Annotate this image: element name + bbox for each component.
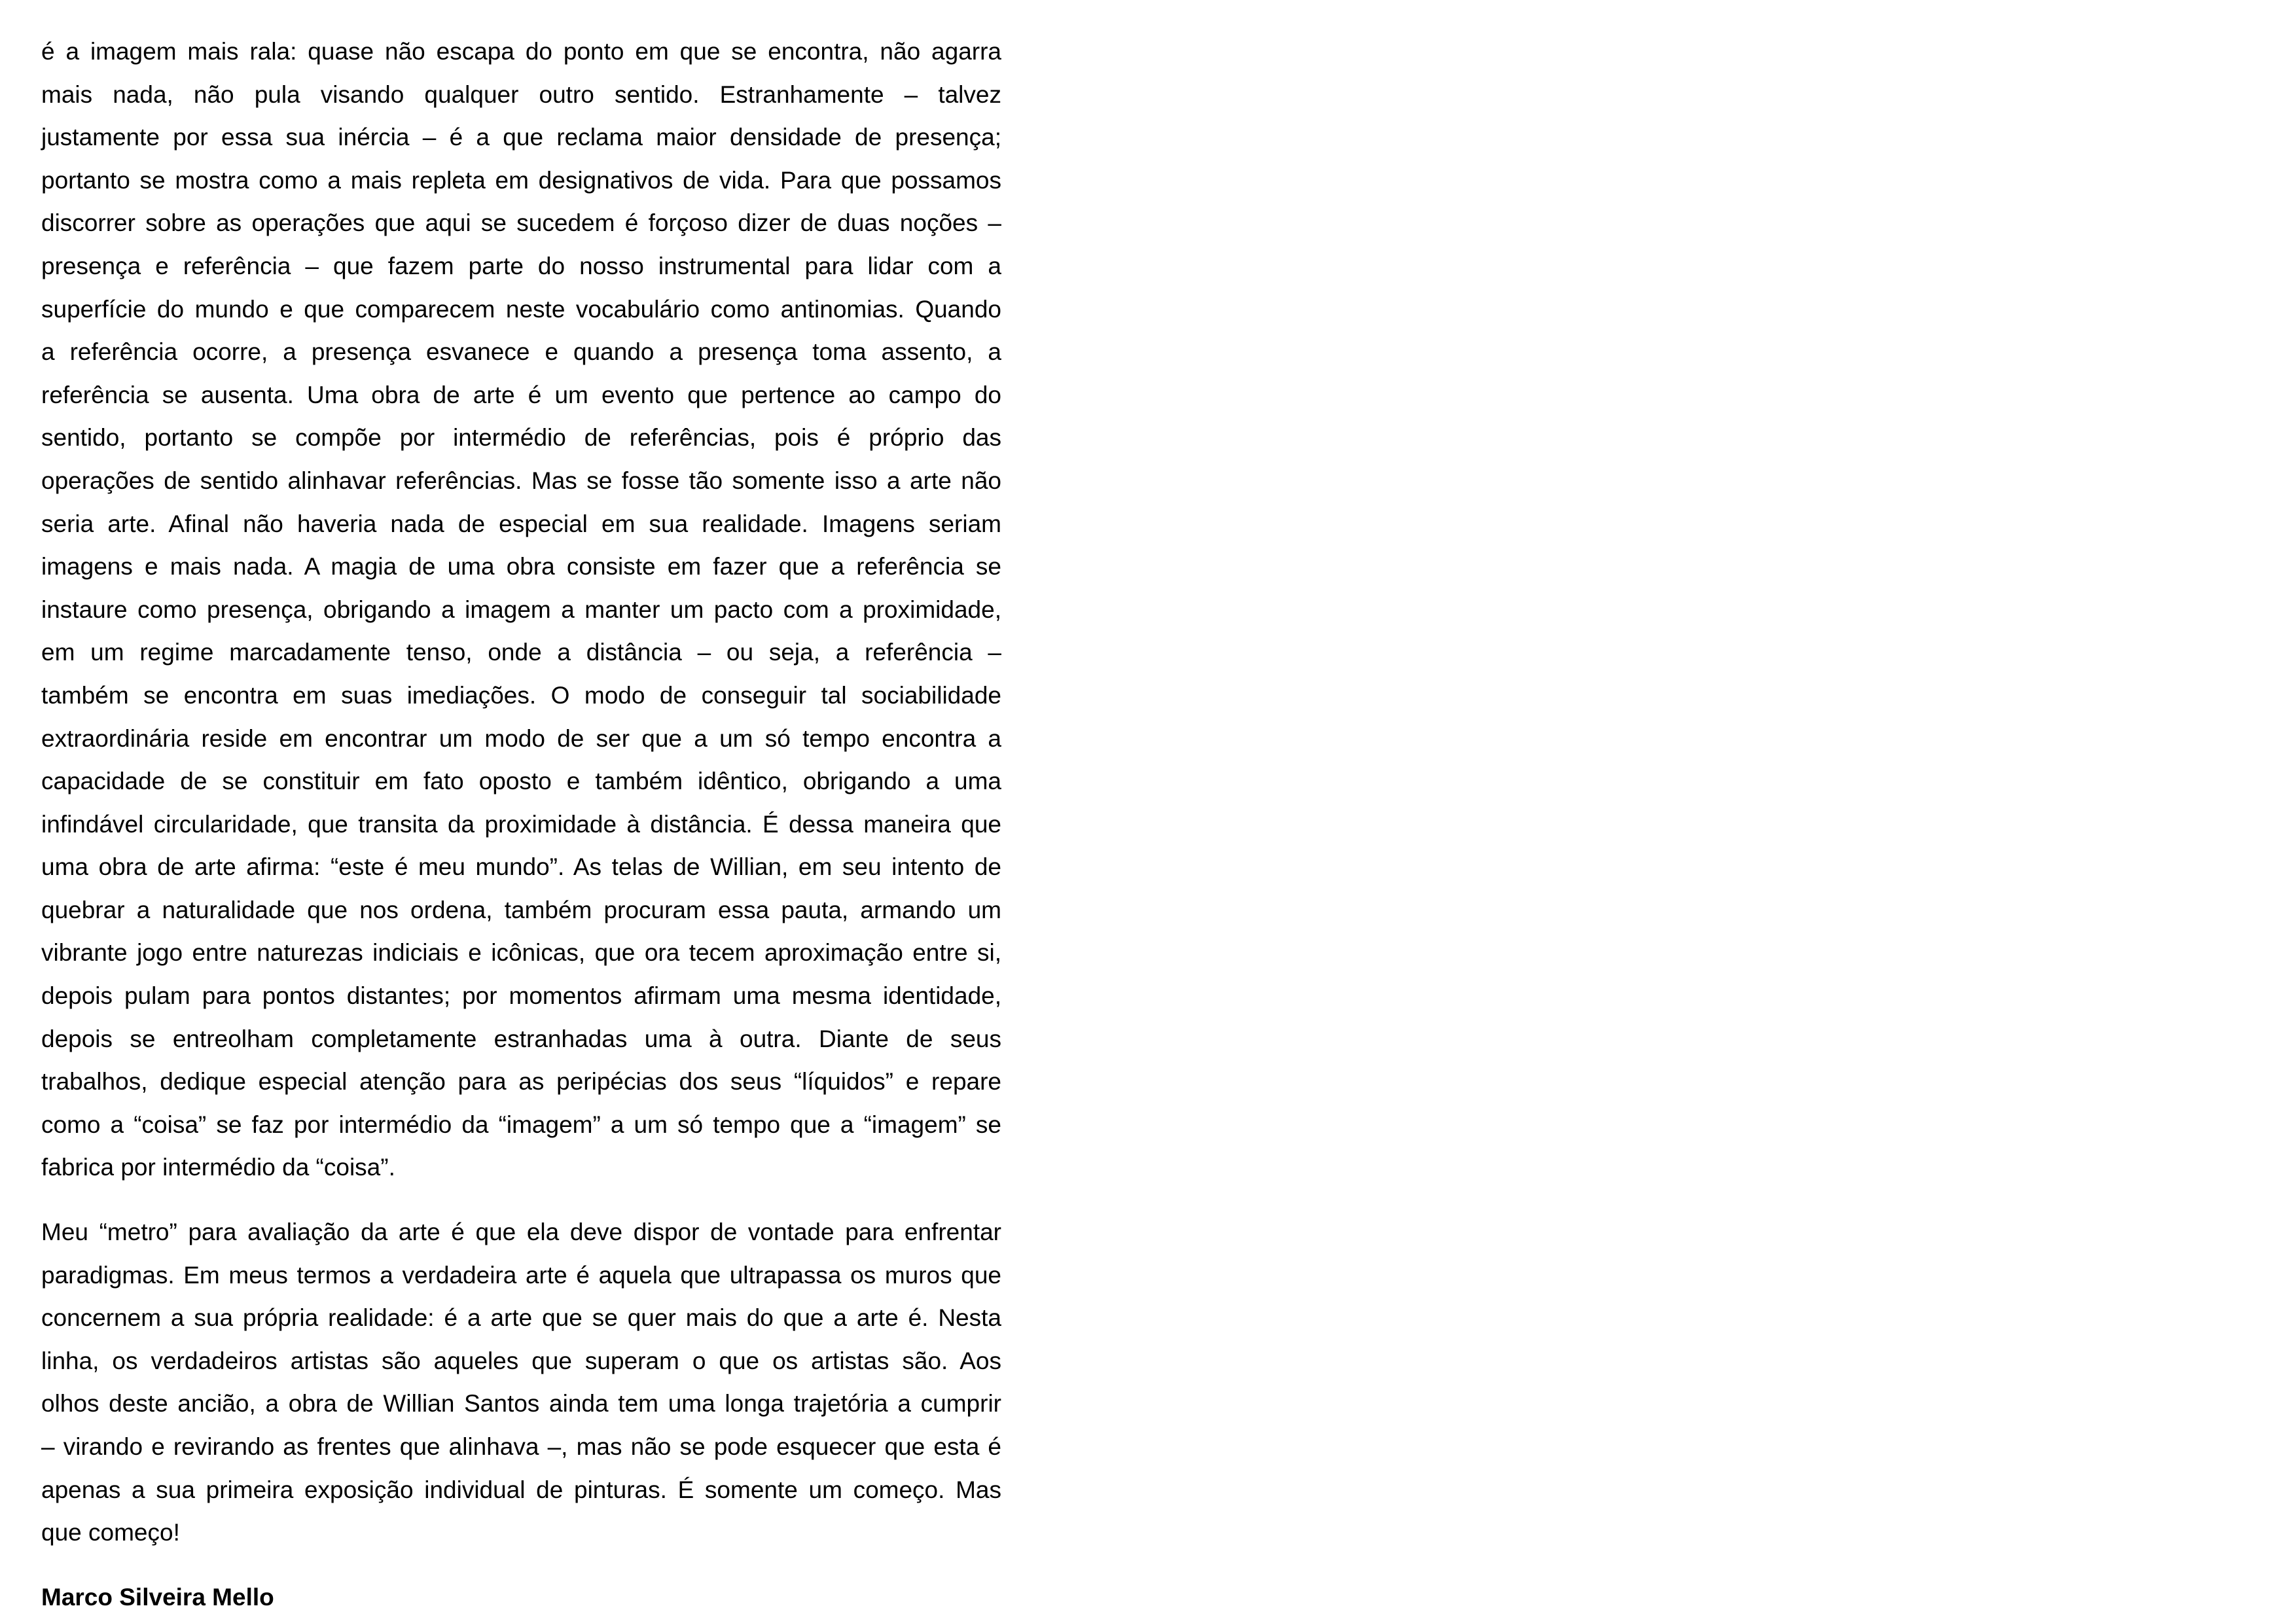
text-line: como a “coisa” se faz por intermédio da “imagem” a um só tempo que a “imagem” se: [41, 1111, 1001, 1138]
text-line: Meu “metro” para avaliação da arte é que ela deve dispor de vontade para enfrentar: [41, 1219, 1001, 1245]
text-line: depois pulam para pontos distantes; por momentos afirmam uma mesma identidade,: [41, 982, 1001, 1010]
text-line: discorrer sobre as operações que aqui se sucedem é forçoso dizer de duas noções –: [41, 209, 1001, 237]
text-line: superfície do mundo e que comparecem neste vocabulário como antinomias. Quando: [41, 295, 1001, 323]
text-line: vibrante jogo entre naturezas indiciais e icônicas, que ora tecem aproximação entre si,: [41, 939, 1001, 967]
text-line: que começo!: [41, 1519, 180, 1546]
text-line: infindável circularidade, que transita da proximidade à distância. É dessa maneira que: [41, 810, 1001, 838]
text-line: capacidade de se constituir em fato oposto e também idêntico, obrigando a uma: [41, 768, 1001, 795]
text-line: mais nada, não pula visando qualquer outro sentido. Estranhamente – talvez: [41, 80, 1001, 108]
text-line: trabalhos, dedique especial atenção para as peripécias dos seus “líquidos” e repare: [41, 1068, 1001, 1096]
text-line: apenas a sua primeira exposição individual de pinturas. É somente um começo. Mas: [41, 1476, 1001, 1503]
text-line: quebrar a naturalidade que nos ordena, também procuram essa pauta, armando um: [41, 896, 1001, 923]
text-line: paradigmas. Em meus termos a verdadeira arte é aquela que ultrapassa os muros que: [41, 1261, 1001, 1289]
text-line: extraordinária reside em encontrar um modo de ser que a um só tempo encontra a: [41, 724, 1001, 752]
text-line: concernem a sua própria realidade: é a arte que se quer mais do que a arte é. Nesta: [41, 1304, 1001, 1332]
text-line: linha, os verdadeiros artistas são aqueles que superam o que os artistas são. Aos: [41, 1347, 1001, 1374]
body-paragraph-2: [41, 1211, 1001, 1554]
text-line: é a imagem mais rala: quase não escapa do ponto em que se encontra, não agarra: [41, 38, 1001, 65]
text-line: a referência ocorre, a presença esvanece e quando a presença toma assento, a: [41, 338, 1001, 366]
text-line: – virando e revirando as frentes que alinhava –, mas não se pode esquecer que esta é: [41, 1433, 1001, 1460]
text-line: instaure como presença, obrigando a imagem a manter um pacto com a proximidade,: [41, 596, 1001, 623]
text-line: fabrica por intermédio da “coisa”.: [41, 1154, 395, 1181]
author-signature: Marco Silveira Mello: [41, 1584, 274, 1611]
text-line: presença e referência – que fazem parte do nosso instrumental para lidar com a: [41, 252, 1001, 279]
body-paragraph-1: [41, 30, 1001, 1189]
text-line: também se encontra em suas imediações. O modo de conseguir tal sociabilidade: [41, 681, 1001, 709]
text-line: seria arte. Afinal não haveria nada de especial em sua realidade. Imagens seriam: [41, 510, 1001, 537]
text-line: em um regime marcadamente tenso, onde a distância – ou seja, a referência –: [41, 639, 1001, 666]
text-line: uma obra de arte afirma: “este é meu mundo”. As telas de Willian, em seu intento de: [41, 853, 1001, 881]
text-line: imagens e mais nada. A magia de uma obra consiste em fazer que a referência se: [41, 553, 1001, 580]
text-line: sentido, portanto se compõe por intermédio de referências, pois é próprio das: [41, 424, 1001, 452]
text-line: depois se entreolham completamente estranhadas uma à outra. Diante de seus: [41, 1025, 1001, 1052]
text-line: portanto se mostra como a mais repleta em designativos de vida. Para que possamos: [41, 166, 1001, 194]
text-line: olhos deste ancião, a obra de Willian Santos ainda tem uma longa trajetória a cumprir: [41, 1390, 1001, 1418]
text-line: referência se ausenta. Uma obra de arte é um evento que pertence ao campo do: [41, 381, 1001, 408]
text-line: operações de sentido alinhavar referências. Mas se fosse tão somente isso a arte não: [41, 467, 1001, 494]
text-line: justamente por essa sua inércia – é a que reclama maior densidade de presença;: [41, 124, 1001, 151]
